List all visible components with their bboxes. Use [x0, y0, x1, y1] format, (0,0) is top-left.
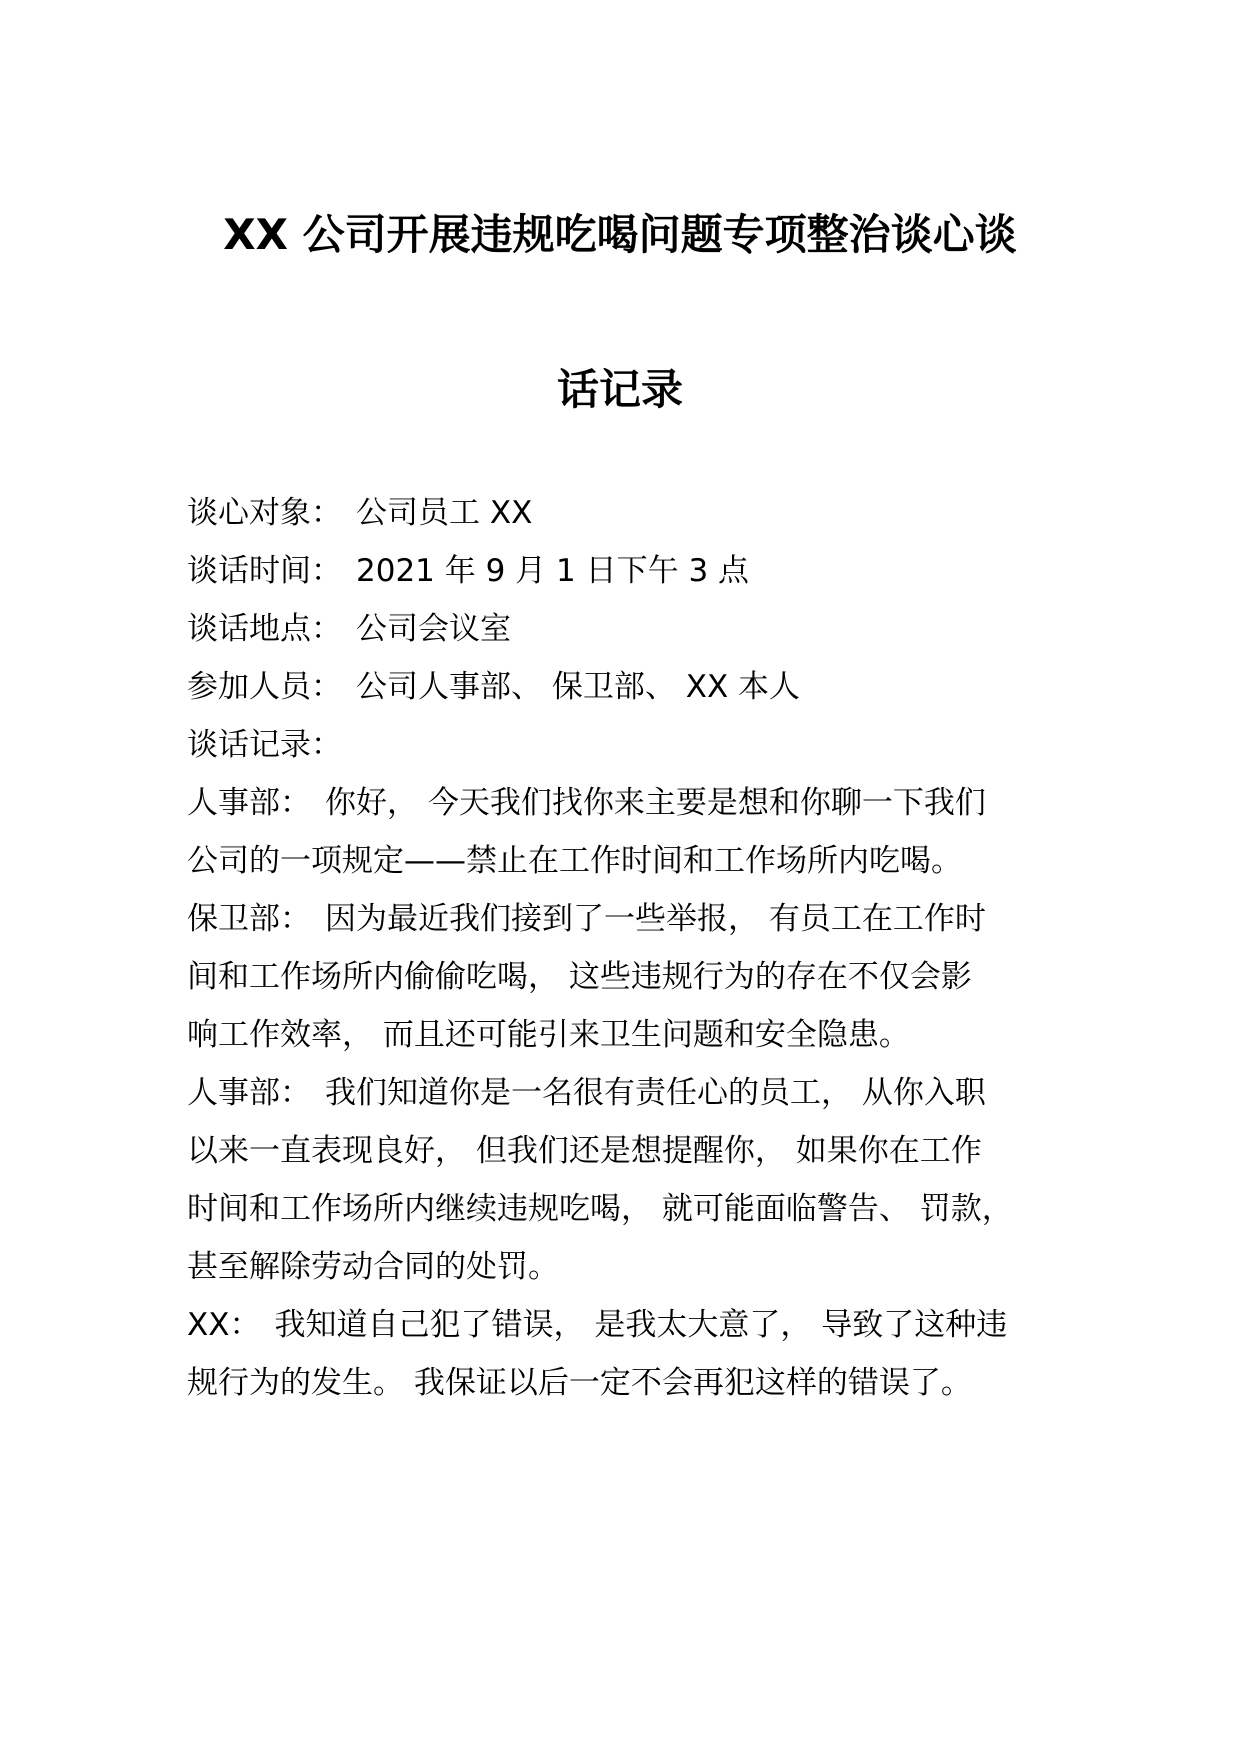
speaker-label: XX： — [187, 1307, 261, 1343]
line-text: 公司的一项规定——禁止在工作时间和工作场所内吃喝。 — [187, 843, 962, 879]
line-label: 参加人员： — [187, 669, 342, 705]
speaker-label: 人事部： — [187, 785, 311, 821]
line-text: 公司会议室 — [356, 611, 511, 647]
line-label: 谈话记录： — [187, 727, 342, 763]
info-line-location — [187, 597, 511, 661]
line-text: 2021 年 9 月 1 日下午 3 点 — [356, 553, 750, 589]
speaker-label: 人事部： — [187, 1075, 311, 1111]
line-label: 谈心对象： — [187, 495, 342, 531]
line-text: 我知道自己犯了错误， 是我太大意了， 导致了这种违 — [274, 1307, 1008, 1343]
dialogue-line — [187, 1061, 986, 1125]
info-line-participants — [187, 655, 800, 719]
dialogue-line — [187, 1003, 910, 1067]
line-text: 规行为的发生。 我保证以后一定不会再犯这样的错误了。 — [187, 1365, 972, 1401]
speaker-label: 保卫部： — [187, 901, 311, 937]
line-text: 你好， 今天我们找你来主要是想和你聊一下我们 — [325, 785, 986, 821]
dialogue-line — [187, 1293, 1007, 1357]
document-title-line-2: 话记录 — [556, 365, 683, 414]
dialogue-line — [187, 771, 986, 835]
line-text: 以来一直表现良好， 但我们还是想提醒你， 如果你在工作 — [187, 1133, 982, 1169]
dialogue-line — [187, 1177, 1013, 1241]
document-title-line-1: XX 公司开展违规吃喝问题专项整治谈心谈 — [223, 210, 1017, 259]
line-label: 谈话地点： — [187, 611, 342, 647]
dialogue-line — [187, 1351, 972, 1415]
line-text: 因为最近我们接到了一些举报， 有员工在工作时 — [325, 901, 986, 937]
line-text: 公司人事部、 保卫部、 XX 本人 — [356, 669, 801, 705]
info-line-subject — [187, 481, 532, 545]
line-label: 谈话时间： — [187, 553, 342, 589]
line-text: 公司员工 XX — [356, 495, 533, 531]
line-text: 甚至解除劳动合同的处罚。 — [187, 1249, 559, 1285]
info-line-record-heading — [187, 713, 342, 777]
line-text: 我们知道你是一名很有责任心的员工， 从你入职 — [325, 1075, 986, 1111]
dialogue-line — [187, 829, 962, 893]
dialogue-line — [187, 1235, 559, 1299]
line-text: 间和工作场所内偷偷吃喝， 这些违规行为的存在不仅会影 — [187, 959, 972, 995]
line-text: 响工作效率， 而且还可能引来卫生问题和安全隐患。 — [187, 1017, 910, 1053]
dialogue-line — [187, 887, 986, 951]
dialogue-line — [187, 1119, 982, 1183]
dialogue-line — [187, 945, 972, 1009]
line-text: 时间和工作场所内继续违规吃喝， 就可能面临警告、 罚款， — [187, 1191, 1013, 1227]
info-line-time — [187, 539, 749, 603]
